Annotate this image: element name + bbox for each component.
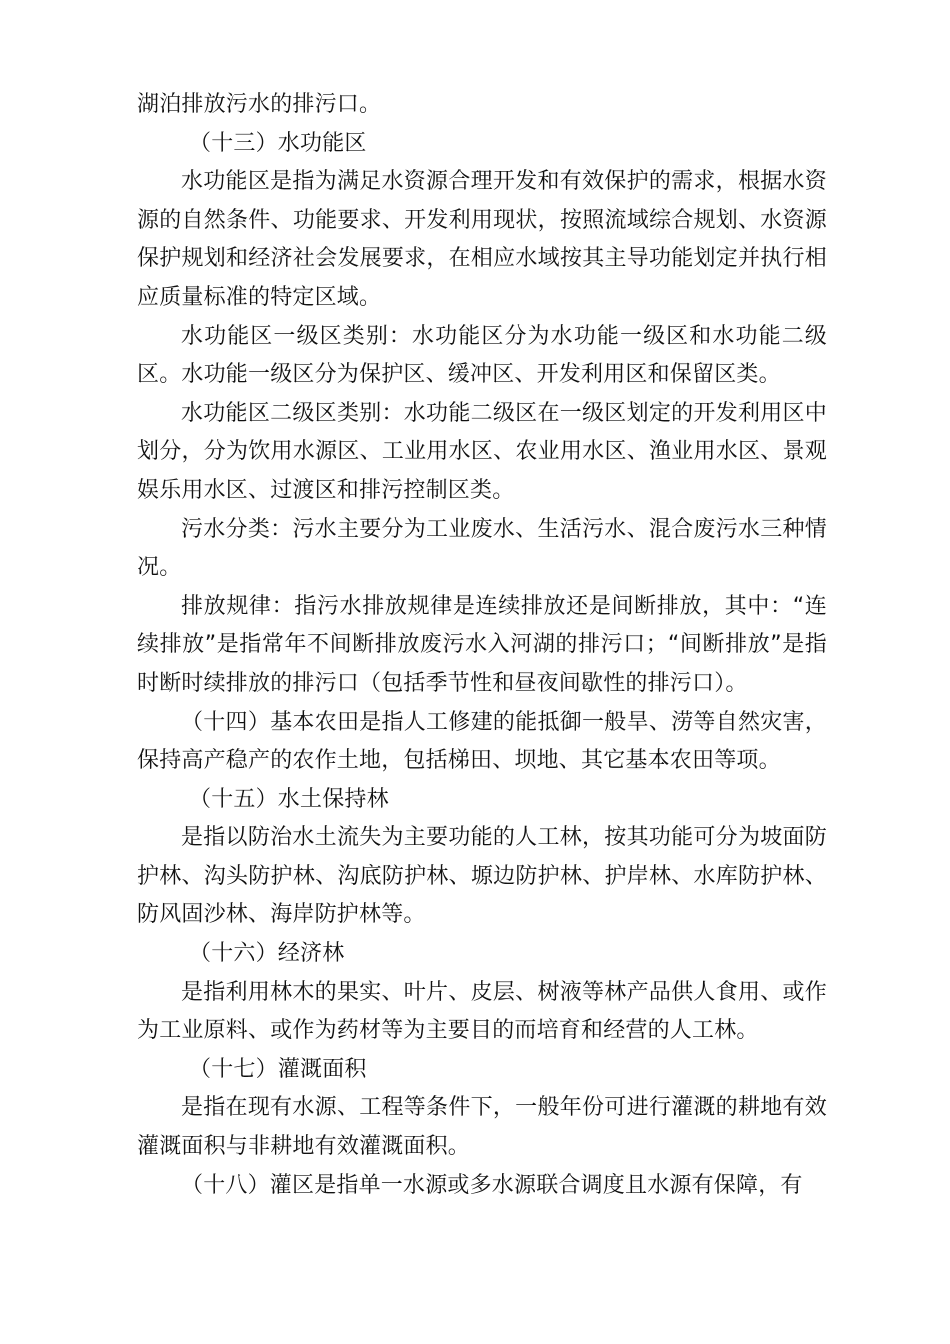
paragraph-irrigation-district: （十八）灌区是指单一水源或多水源联合调度且水源有保障，有	[181, 1172, 803, 1198]
paragraph-irrigation-area: 是指在现有水源、工程等条件下，一般年份可进行灌溉的耕地有效灌溉面积与非耕地有效灌溉面积。	[137, 1095, 827, 1160]
paragraph-soil-conservation-forest: 是指以防治水土流失为主要功能的人工林，按其功能可分为坡面防护林、沟头防护林、沟底防护林、塬边防护林、护岸林、水库防护林、防风固沙林、海岸防护林等。	[137, 825, 827, 928]
section-heading-15: （十五）水土保持林	[189, 786, 389, 812]
paragraph-sewage-classification: 污水分类：污水主要分为工业废水、生活污水、混合废污水三种情况。	[137, 516, 827, 581]
paragraph-secondary-zone-category: 水功能区二级区类别：水功能二级区在一级区划定的开发利用区中划分，分为饮用水源区、工业用水区、农业用水区、渔业用水区、景观娱乐用水区、过渡区和排污控制区类。	[137, 400, 827, 503]
section-heading-17: （十七）灌溉面积	[189, 1056, 367, 1082]
section-heading-13: （十三）水功能区	[189, 130, 367, 156]
paragraph-basic-farmland: （十四）基本农田是指人工修建的能抵御一般旱、涝等自然灾害，保持高产稳产的农作土地，包括梯田、坝地、其它基本农田等项。	[137, 709, 827, 774]
paragraph-water-function-zone: 水功能区是指为满足水资源合理开发和有效保护的需求，根据水资源的自然条件、功能要求、开发利用现状，按照流域综合规划、水资源保护规划和经济社会发展要求，在相应水域按其主导功能划定并执行相应质量标准的特定区域。	[137, 169, 827, 310]
paragraph-discharge-pattern: 排放规律：指污水排放规律是连续排放还是间断排放，其中：“连续排放”是指常年不间断排放废污水入河湖的排污口；“间断排放”是指时断时续排放的排污口（包括季节性和昼夜间歇性的排污口）。	[137, 593, 827, 696]
paragraph-primary-zone-category: 水功能区一级区类别：水功能区分为水功能一级区和水功能二级区。水功能一级区分为保护区、缓冲区、开发利用区和保留区类。	[137, 323, 827, 388]
paragraph-continuation: 湖泊排放污水的排污口。	[137, 92, 382, 117]
section-heading-16: （十六）经济林	[189, 941, 345, 967]
document-body	[137, 86, 827, 1205]
paragraph-economic-forest: 是指利用林木的果实、叶片、皮层、树液等林产品供人食用、或作为工业原料、或作为药材等为主要目的而培育和经营的人工林。	[137, 979, 827, 1044]
